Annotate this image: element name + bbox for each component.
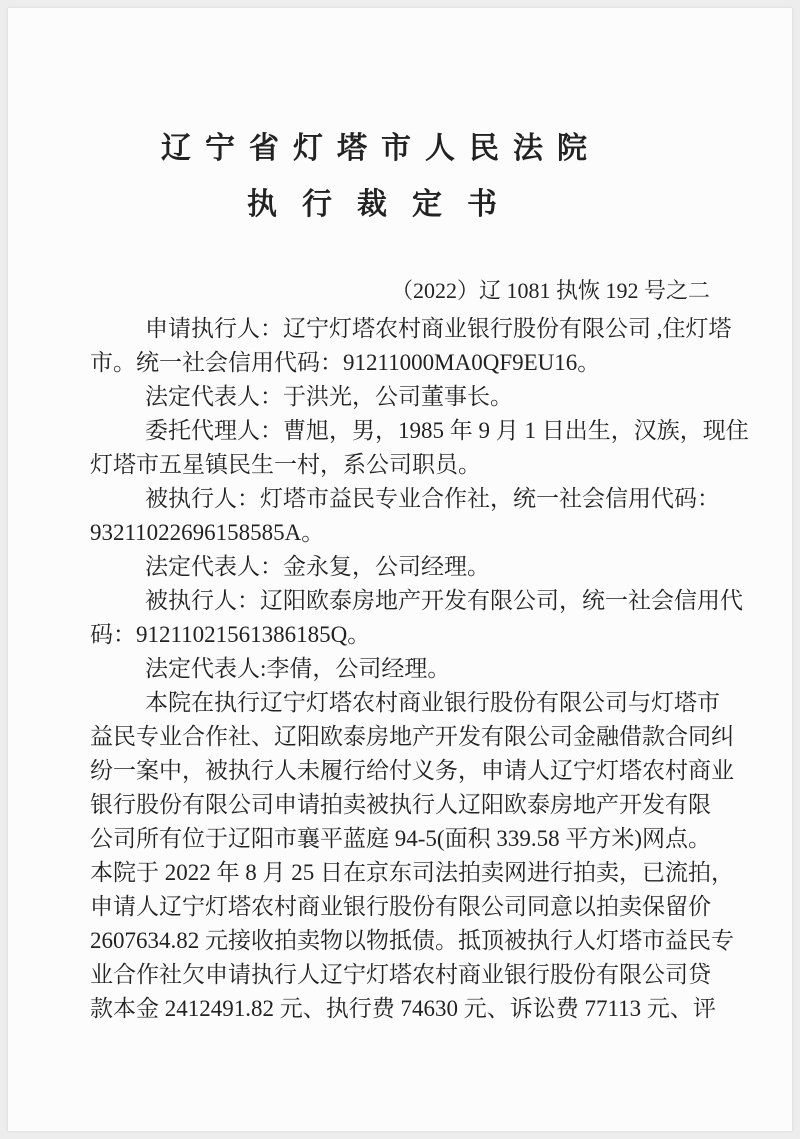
body-line: 公司所有位于辽阳市襄平蓝庭 94-5(面积 339.58 平方米)网点。 (90, 826, 711, 851)
body-line: 市。统一社会信用代码：91211000MA0QF9EU16。 (90, 350, 601, 375)
body-line: 法定代表人：于洪光，公司董事长。 (145, 384, 513, 409)
body-line: 款本金 2412491.82 元、执行费 74630 元、诉讼费 77113 元、评 (90, 996, 716, 1021)
body-line: 本院于 2022 年 8 月 25 日在京东司法拍卖网进行拍卖，已流拍， (90, 860, 734, 885)
body-line: 银行股份有限公司申请拍卖被执行人辽阳欧泰房地产开发有限 (90, 792, 711, 817)
body-line: 93211022696158585A。 (90, 520, 325, 545)
document-body (90, 306, 749, 1026)
body-line: 灯塔市五星镇民生一村，系公司职员。 (90, 452, 481, 477)
body-line: 2607634.82 元接收拍卖物以物抵债。抵顶被执行人灯塔市益民专 (90, 928, 734, 953)
body-line: 益民专业合作社、辽阳欧泰房地产开发有限公司金融借款合同纠 (90, 724, 734, 749)
court-name: 辽宁省灯塔市人民法院 (161, 132, 601, 165)
body-line: 本院在执行辽宁灯塔农村商业银行股份有限公司与灯塔市 (145, 690, 720, 715)
document-type-title: 执行裁定书 (247, 188, 522, 221)
body-line: 法定代表人：金永复，公司经理。 (145, 554, 490, 579)
body-line: 码：91211021561386185Q。 (90, 622, 371, 647)
case-number: （2022）辽 1081 执恢 192 号之二 (390, 278, 710, 303)
body-line: 申请人辽宁灯塔农村商业银行股份有限公司同意以拍卖保留价 (90, 894, 711, 919)
body-line: 纷一案中，被执行人未履行给付义务，申请人辽宁灯塔农村商业 (90, 758, 734, 783)
body-line: 法定代表人:李倩，公司经理。 (145, 656, 451, 681)
body-line: 委托代理人：曹旭，男，1985 年 9 月 1 日出生，汉族，现住 (145, 418, 749, 443)
body-line: 被执行人：辽阳欧泰房地产开发有限公司，统一社会信用代 (145, 588, 743, 613)
body-line: 业合作社欠申请执行人辽宁灯塔农村商业银行股份有限公司贷 (90, 962, 711, 987)
document-page (8, 8, 792, 1131)
body-line: 被执行人：灯塔市益民专业合作社，统一社会信用代码： (145, 486, 720, 511)
body-line: 申请执行人：辽宁灯塔农村商业银行股份有限公司 ,住灯塔 (145, 316, 732, 341)
